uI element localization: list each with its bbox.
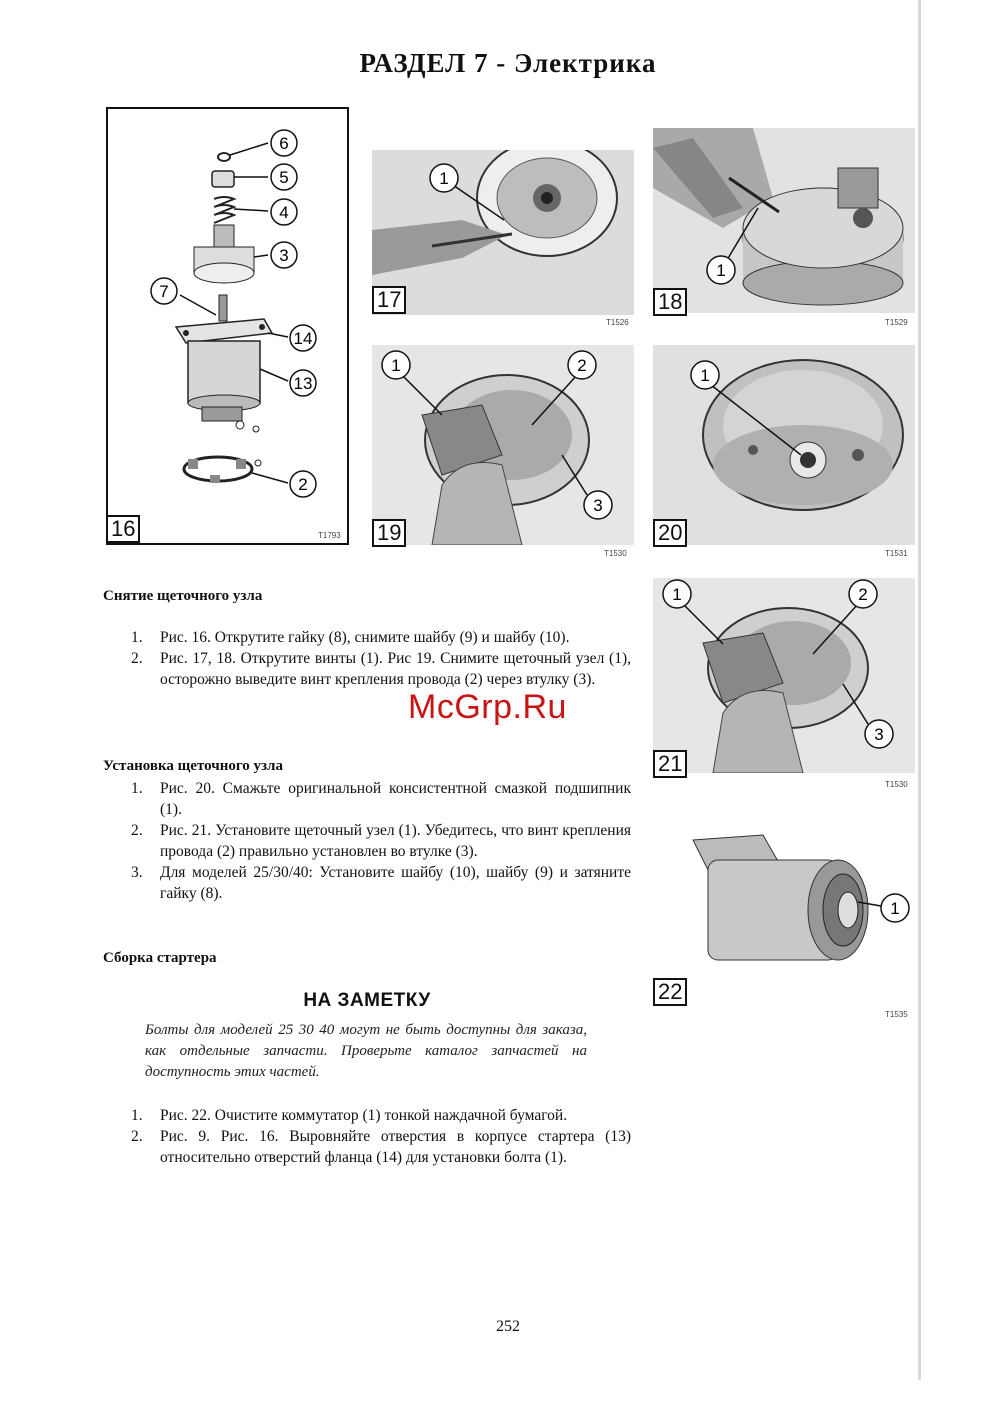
installation-step-number: 1.: [131, 780, 143, 797]
figure-16: [106, 107, 349, 545]
figure-18: [653, 128, 915, 333]
figure-21-number: 21: [653, 750, 687, 778]
installation-heading: Установка щеточного узла: [103, 758, 283, 774]
figure-19-number: 19: [372, 519, 406, 547]
figure-20-code: T1531: [885, 549, 908, 558]
installation-step-number: 3.: [131, 864, 143, 881]
fig17-callout-1: 1: [439, 169, 449, 188]
fig16-callout-5: 5: [279, 168, 289, 187]
fig16-callout-13: 13: [293, 374, 313, 393]
fig18-callout-1: 1: [716, 261, 726, 280]
removal-step: [103, 648, 631, 690]
installation-step-text: Рис. 21. Установите щеточный узел (1). Убедитесь, что винт крепления провода (2) правильно установлен во втулке (3).: [160, 822, 631, 860]
removal-step-text: Рис. 17, 18. Открутите винты (1). Рис 19. Снимите щеточный узел (1), осторожно выведите винт крепления провода (2) через втулку (3).: [160, 650, 631, 688]
fig21-callout-3: 3: [874, 725, 884, 744]
fig21-callout-2: 2: [858, 585, 868, 604]
fig21-callout-1: 1: [672, 585, 682, 604]
figure-16-number: 16: [106, 515, 140, 543]
fig16-callout-7: 7: [159, 282, 169, 301]
fig19-callout-2: 2: [577, 356, 587, 375]
fig16-callout-6: 6: [279, 134, 289, 153]
assembly-step: [103, 1105, 631, 1126]
assembly-step: [103, 1126, 631, 1168]
page-number: 252: [496, 1318, 520, 1335]
assembly-heading: Сборка стартера: [103, 950, 217, 966]
figure-18-code: T1529: [885, 318, 908, 327]
removal-step: [103, 627, 631, 648]
note-text: Болты для моделей 25 30 40 могут не быть доступны для заказа, как отдельные запчасти. Проверьте каталог запчастей на доступность этих частей.: [145, 1022, 587, 1080]
note-title: НА ЗАМЕТКУ: [303, 990, 431, 1011]
installation-step: [103, 778, 631, 820]
removal-steps: [103, 627, 631, 690]
installation-step-number: 2.: [131, 822, 143, 839]
installation-step: [103, 820, 631, 862]
removal-step-number: 1.: [131, 629, 143, 646]
figure-16-code: T1793: [318, 531, 341, 540]
assembly-steps: [103, 1105, 631, 1168]
scan-edge-line: [918, 0, 921, 1380]
removal-step-number: 2.: [131, 650, 143, 667]
figure-19-code: T1530: [604, 549, 627, 558]
installation-step: [103, 862, 631, 904]
removal-heading: Снятие щеточного узла: [103, 588, 263, 604]
figure-19: [372, 345, 634, 563]
figure-17-number: 17: [372, 286, 406, 314]
figure-22-code: T1535: [885, 1010, 908, 1019]
figure-16-diagram: [106, 107, 349, 545]
assembly-step-text: Рис. 9. Рис. 16. Выровняйте отверстия в корпусе стартера (13) относительно отверстий фланца (14) для установки болта (1).: [160, 1128, 631, 1166]
figure-22: [653, 830, 915, 1025]
fig19-callout-1: 1: [391, 356, 401, 375]
assembly-step-number: 2.: [131, 1128, 143, 1145]
figure-21-photo: [653, 578, 915, 773]
installation-step-text: Рис. 20. Смажьте оригинальной консистентной смазкой подшипник (1).: [160, 780, 631, 818]
watermark: McGrp.Ru: [408, 688, 567, 726]
fig16-callout-3: 3: [279, 246, 289, 265]
figure-17: [372, 150, 634, 335]
fig16-callout-2: 2: [298, 475, 308, 494]
figure-17-photo: [372, 150, 634, 315]
page-title: РАЗДЕЛ 7 - Электрика: [359, 48, 657, 78]
figure-17-code: T1526: [606, 318, 629, 327]
figure-21: [653, 578, 915, 790]
figure-20-photo: [653, 345, 915, 545]
fig22-callout-1: 1: [890, 899, 900, 918]
figure-21-code: T1530: [885, 780, 908, 789]
fig16-callout-14: 14: [293, 329, 313, 348]
figure-18-photo: [653, 128, 915, 313]
removal-step-text: Рис. 16. Открутите гайку (8), снимите шайбу (9) и шайбу (10).: [160, 629, 570, 646]
figure-19-photo: [372, 345, 634, 545]
fig20-callout-1: 1: [700, 366, 710, 385]
figure-22-photo: [653, 830, 915, 980]
installation-step-text: Для моделей 25/30/40: Установите шайбу (10), шайбу (9) и затяните гайку (8).: [160, 864, 631, 902]
installation-steps: [103, 778, 631, 904]
figure-22-number: 22: [653, 978, 687, 1006]
figure-20: [653, 345, 915, 563]
fig16-callout-4: 4: [279, 203, 289, 222]
assembly-step-number: 1.: [131, 1107, 143, 1124]
figure-20-number: 20: [653, 519, 687, 547]
fig19-callout-3: 3: [593, 496, 603, 515]
figure-18-number: 18: [653, 288, 687, 316]
assembly-step-text: Рис. 22. Очистите коммутатор (1) тонкой наждачной бумагой.: [160, 1107, 568, 1124]
